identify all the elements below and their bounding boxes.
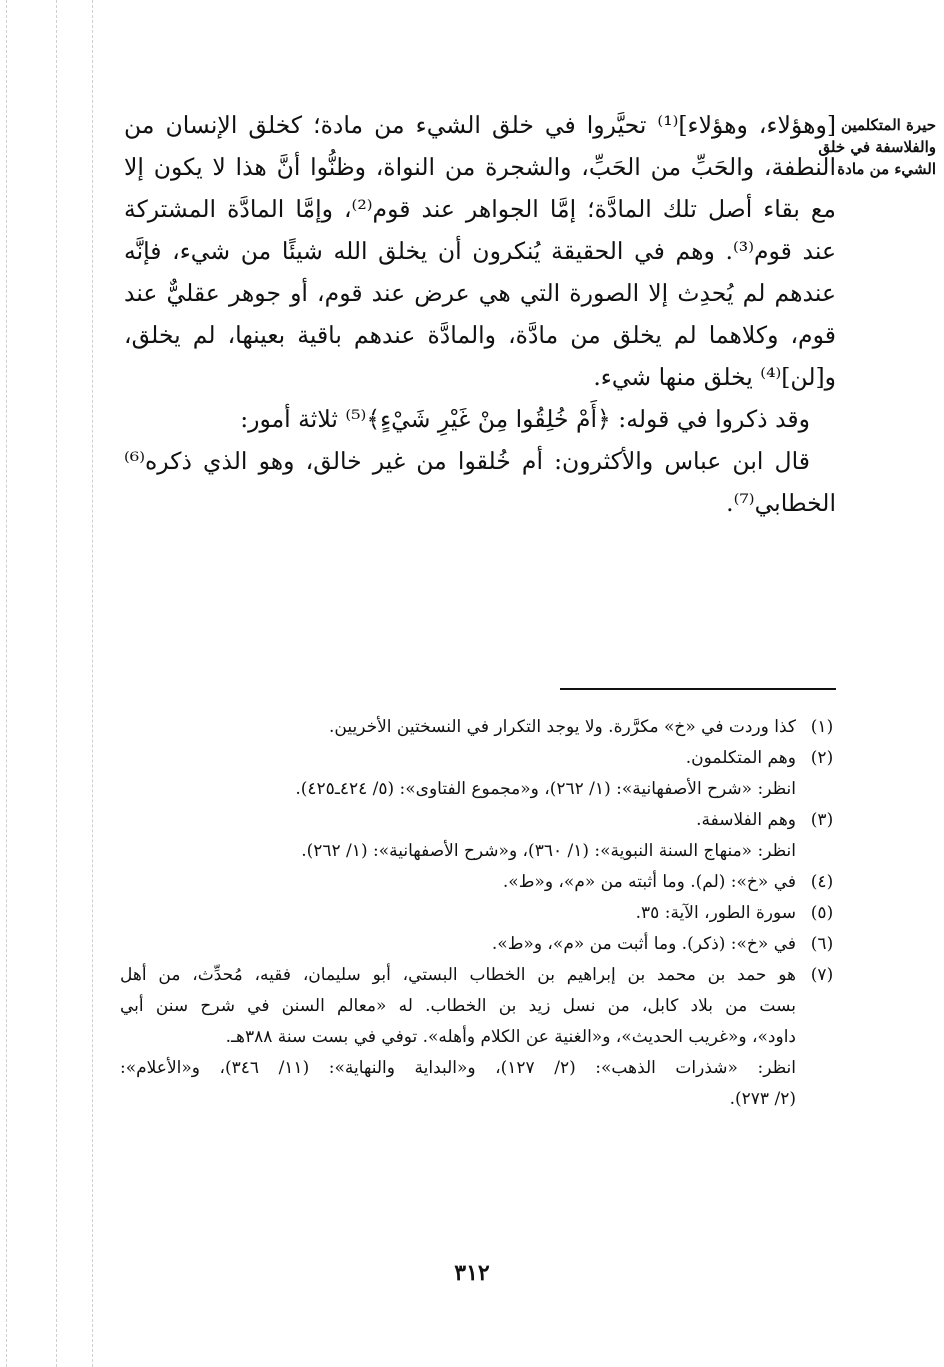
margin-heading-line: حيرة المتكلمين (841, 116, 936, 134)
footnote-number: (٦) (810, 934, 834, 954)
text-line: قوم، وكلاهما لم يخلق من مادَّة، والمادَّة عندهم باقية بعينها، لم يخلق، (124, 321, 836, 349)
footnote-text: وهم المتكلمون. (685, 748, 796, 768)
footnote-text: في «خ»: (لم). وما أثبته من «م»، و«ط». (502, 872, 796, 892)
footnote-number: (٢) (810, 748, 834, 768)
footnotes (120, 712, 840, 1115)
footnote (120, 712, 840, 743)
footnote-text: انظر: «منهاج السنة النبوية»: (١/ ٣٦٠)، و«شرح الأصفهانية»: (١/ ٢٦٢). (301, 841, 796, 861)
footnote (120, 867, 840, 898)
text-line: الخطابي⁽⁷⁾. (726, 489, 836, 517)
footnote-number: (٣) (810, 810, 834, 830)
text-line: عندهم لم يُحدِث إلا الصورة التي هي عرض عند قوم، أو جوهر عقليٌّ عند (124, 279, 836, 307)
text-line: مع بقاء أصل تلك المادَّة؛ إمَّا الجواهر عند قوم⁽²⁾، وإمَّا المادَّة المشتركة (124, 195, 836, 223)
scan-guide-line (6, 0, 7, 1367)
margin-heading (818, 114, 936, 180)
footnote-separator (560, 688, 836, 690)
footnote-text: وهم الفلاسفة. (696, 810, 796, 830)
footnote (120, 805, 840, 836)
footnote-text: انظر: «شذرات الذهب»: (٢/ ١٢٧)، و«البداية والنهاية»: (١١/ ٣٤٦)، و«الأعلام»: (120, 1058, 796, 1078)
footnote-number: (٥) (810, 903, 834, 923)
footnote (120, 960, 840, 1115)
footnote-text: سورة الطور، الآية: ٣٥. (635, 903, 796, 923)
text-line: قال ابن عباس والأكثرون: أم خُلقوا من غير خالق، وهو الذي ذكره⁽⁶⁾ (124, 447, 810, 475)
footnote-text: كذا وردت في «خ» مكرَّرة. ولا يوجد التكرار في النسختين الأخريين. (328, 717, 796, 737)
scan-guide-line (56, 0, 57, 1367)
footnote-number: (١) (810, 717, 834, 737)
footnote (120, 898, 840, 929)
page-number: ٣١٢ (454, 1260, 490, 1286)
text-line: وقد ذكروا في قوله: ﴿أَمْ خُلِقُوا مِنْ غَيْرِ شَيْءٍ﴾⁽⁵⁾ ثلاثة أمور: (240, 405, 810, 433)
text-line: و[لن]⁽⁴⁾ يخلق منها شيء. (593, 363, 836, 391)
footnote-number: (٤) (810, 872, 834, 892)
footnote-text: هو حمد بن محمد بن إبراهيم بن الخطاب البستي، أبو سليمان، فقيه، مُحدِّث، من أهل (120, 965, 796, 985)
margin-heading-line: الشيء من مادة (837, 160, 936, 178)
footnote-text: في «خ»: (ذكر). وما أثبت من «م»، و«ط». (491, 934, 796, 954)
text-line: [وهؤلاء، وهؤلاء]⁽¹⁾ تحيَّروا في خلق الشيء من مادة؛ كخلق الإنسان من (124, 111, 836, 139)
margin-heading-line: والفلاسفة في خلق (818, 138, 936, 156)
footnote-text: بست من بلاد كابل، من نسل زيد بن الخطاب. له «معالم السنن في شرح سنن أبي (120, 996, 796, 1016)
footnote-reference (120, 836, 840, 867)
footnote-text: (٢/ ٢٧٣). (729, 1089, 796, 1109)
text-line: النطفة، والحَبِّ من الحَبِّ، والشجرة من النواة، وظنُّوا أنَّ هذا لا يكون إلا (124, 153, 836, 181)
scan-guide-line (92, 0, 93, 1367)
text-line: عند قوم⁽³⁾. وهم في الحقيقة يُنكرون أن يخلق الله شيئًا من شيء، فإنَّه (124, 237, 836, 265)
footnote-reference (120, 774, 840, 805)
footnote-text: انظر: «شرح الأصفهانية»: (١/ ٢٦٢)، و«مجموع الفتاوى»: (٥/ ٤٢٤ـ٤٢٥). (295, 779, 796, 799)
footnote-text: داود»، و«غريب الحديث»، و«الغنية عن الكلام وأهله». توفي في بست سنة ٣٨٨هـ. (225, 1027, 796, 1047)
footnote (120, 743, 840, 774)
footnote-number: (٧) (810, 965, 834, 985)
footnote (120, 929, 840, 960)
main-text-body (124, 104, 836, 524)
